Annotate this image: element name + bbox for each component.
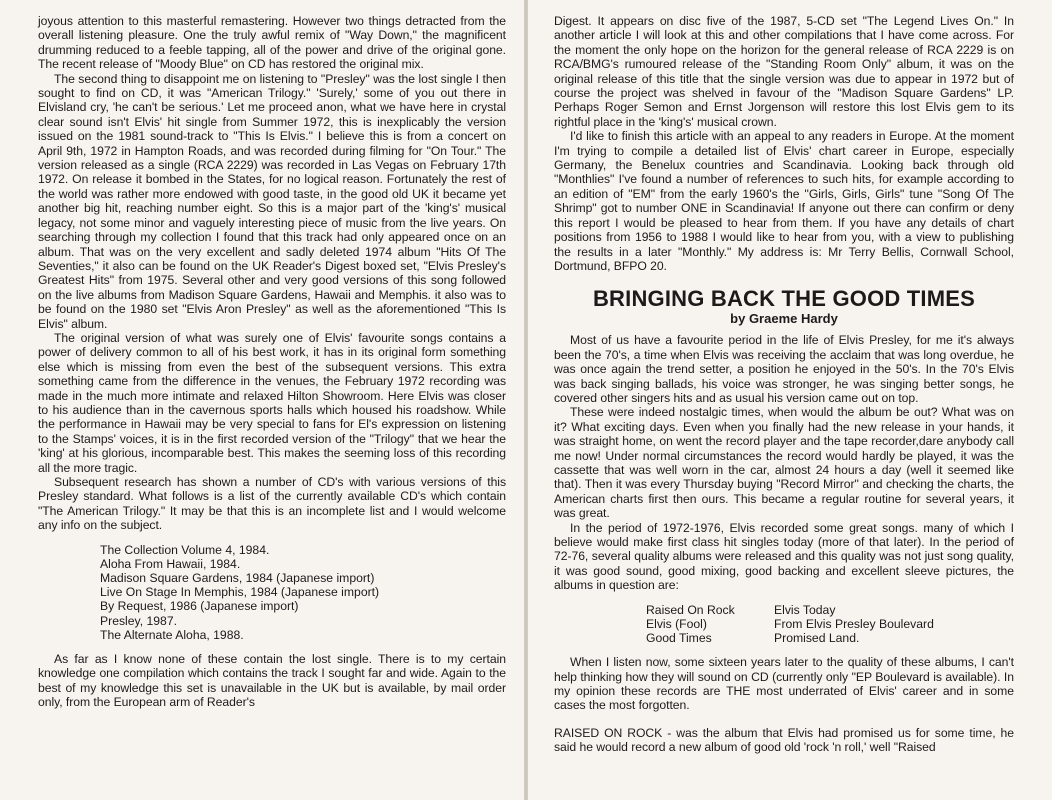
left-paragraph-3: The original version of what was surely one of Elvis' favourite songs contains a power of delivery common to all of his best work, it has in its original form something else which is missing from even the best of the subsequent versions. This extra something came from the difference in the venues, the February 1972 recording was made in the much more intimate and relaxed Hilton Showroom. Here Elvis was closer to his audience than in the cavernous sports halls which housed his roadshow. While the performance in Hawaii may be very special to fans for El's expression on listening to the Stamps' voices, it is in the first recorded version of the "Trilogy" that we hear the 'king' at his glorious, incomparable best. This makes the seeming loss of this recording all the more tragic. <box>38 330 506 475</box>
article-paragraph-2: These were indeed nostalgic times, when would the album be out? What was on it? What exciting days. Even when you finally had the new release in your hands, it was straight home, on went the record player and the tape recorder,dare anybody call me now! Under normal circumstances the record would hardly be played, it was the cassette that was well worn in the car, almost 24 hours a day (well it seemed like that). Then it was every Thursday buying "Record Mirror" and checking the charts, the American charts first then ours. This became a regular routine for several years, it was great. <box>554 405 1014 521</box>
article-paragraph-4: When I listen now, some sixteen years later to the quality of these albums, I can't help thinking how they will sound on CD (currently only "EP Boulevard is available). In my opinion these records are THE most underrated of Elvis' career and in some cases the most forgotten. <box>554 655 1014 713</box>
album-title: Promised Land. <box>774 631 860 646</box>
right-intro-paragraph-1: Digest. It appears on disc five of the 1987, 5-CD set "The Legend Lives On." In another article I will look at this and other compilations that I have come across. For the moment the only hope on the horizon for the general release of RCA 2229 is on RCA/BMG's rumoured release of the "Standing Room Only" album, it was on the original release of this title that the single version was due to appear in 1972 but of course the project was shelved in favour of the "Madison Square Gardens" LP. Perhaps Roger Semon and Ernst Jorgenson will restore this lost Elvis gem to its rightful place in the 'king's' musical crown. <box>554 14 1014 129</box>
article-paragraph-1: Most of us have a favourite period in the life of Elvis Presley, for me it's always been the 70's, a time when Elvis was receiving the acclaim that was long overdue, he was once again the trend setter, a position he enjoyed in the 50's. In the 70's Elvis was back singing ballads, his voice was stronger, he was singing better songs, he covered other singers hits and as usual his version came out on top. <box>554 333 1014 405</box>
cd-list-item: By Request, 1986 (Japanese import) <box>100 599 299 614</box>
album-title: From Elvis Presley Boulevard <box>774 616 934 631</box>
cd-list-item: The Alternate Aloha, 1988. <box>100 627 244 642</box>
right-intro-paragraph-2: I'd like to finish this article with an appeal to any readers in Europe. At the moment I'm trying to compile a detailed list of Elvis' chart career in Europe, especially Germany, the Benelux countries and Scandinavia. Looking back through old "Monthlies" I've found a number of references to such hits, for example according to an edition of "EM" from the early 1960's the "Girls, Girls, Girls" tune "Song Of The Shrimp" got to number ONE in Scandinavia! If anyone out there can confirm or deny this report I would be pleased to hear from them. If you have any details of chart positions from 1956 to 1988 I would like to hear from you, with a view to publishing the results in a later "Monthly." My address is: Mr Terry Bellis, Cornwall School, Dortmund, BFPO 20. <box>554 129 1014 273</box>
left-paragraph-4: Subsequent research has shown a number of CD's with various versions of this Presley standard. What follows is a list of the currently available CD's which contain "The American Trilogy." It may be that this is an incomplete list and I would welcome any info on the subject. <box>38 475 506 533</box>
left-page <box>0 0 524 800</box>
article-headline: BRINGING BACK THE GOOD TIMES <box>592 286 976 312</box>
album-title: Raised On Rock <box>646 602 735 617</box>
cd-list-item: Presley, 1987. <box>100 613 178 628</box>
albums-grid <box>646 603 1014 646</box>
album-title: Elvis Today <box>774 602 836 617</box>
cd-list-item: Aloha From Hawaii, 1984. <box>100 556 241 571</box>
left-paragraph-1: joyous attention to this masterful remastering. However two things detracted from the overall listening pleasure. One the truly awful remix of "Way Down," the magnificent drumming reduced to a feeble tapping, all of the power and drive of the original gone. The recent release of "Moody Blue" on CD has restored the original mix. <box>38 14 506 72</box>
article-paragraph-3: In the period of 1972-1976, Elvis recorded some great songs. many of which I believe would make first class hit singles today (more of that later). In the period of 72-76, several quality albums were released and this quality was not just song quality, it was good sound, good mixing, good backing and excellent sleeve pictures, the albums in question are: <box>554 520 1014 593</box>
article-paragraph-5: RAISED ON ROCK - was the album that Elvis had promised us for some time, he said he would record a new album of good old 'rock 'n roll,' well "Raised <box>554 725 1014 755</box>
cd-list-item: Live On Stage In Memphis, 1984 (Japanese import) <box>100 585 380 600</box>
cd-list-item: Madison Square Gardens, 1984 (Japanese import) <box>100 571 375 586</box>
left-closing-paragraph: As far as I know none of these contain the lost single. There is to my certain knowledge one compilation which contains the track I sought far and wide. Again to the best of my knowledge this set is unavailable in the UK but is available, by mail order only, from the European arm of Reader's <box>38 652 506 710</box>
album-title: Elvis (Fool) <box>646 616 707 631</box>
cd-list <box>100 543 506 642</box>
cd-list-item: The Collection Volume 4, 1984. <box>100 542 270 557</box>
article-byline: by Graeme Hardy <box>730 311 838 327</box>
right-page <box>528 0 1052 800</box>
album-title: Good Times <box>646 631 712 646</box>
left-paragraph-2: The second thing to disappoint me on listening to "Presley" was the lost single I then sought to find on CD, it was "American Trilogy." 'Surely,' some of you out there in Elvisland cry, 'he can't be serious.' Let me proceed anon, what we have here in crystal clear sound isn't Elvis' hit single from Summer 1972, this is inexplicably the version issued on the 1981 sound-track to "This Is Elvis." I believe this is from a concert on April 9th, 1972 in Hampton Roads, and was recorded during filming for "On Tour." The version released as a single (RCA 2229) was recorded in Las Vegas on February 17th 1972. On release it bombed in the States, for no logical reason. Fortunately the rest of the world was rather more endowed with good taste, in the good old UK it became yet another big hit, reaching number eight. So this is a major part of the 'king's' musical legacy, not some minor and vaguely interesting piece of music from the live years. On searching through my collection I found that this track had only appeared once on an album. That was on the very excellent and sadly deleted 1974 album "Hits Of The Seventies," it also can be found on the UK Reader's Digest boxed set, "Elvis Presley's Greatest Hits" from 1975. Several other and very good versions of this song followed on the live albums from Madison Square Gardens, Hawaii and Memphis. it also was to be found on the 1980 set "Elvis Aron Presley" as well as the aforementioned "This Is Elvis" album. <box>38 71 506 331</box>
